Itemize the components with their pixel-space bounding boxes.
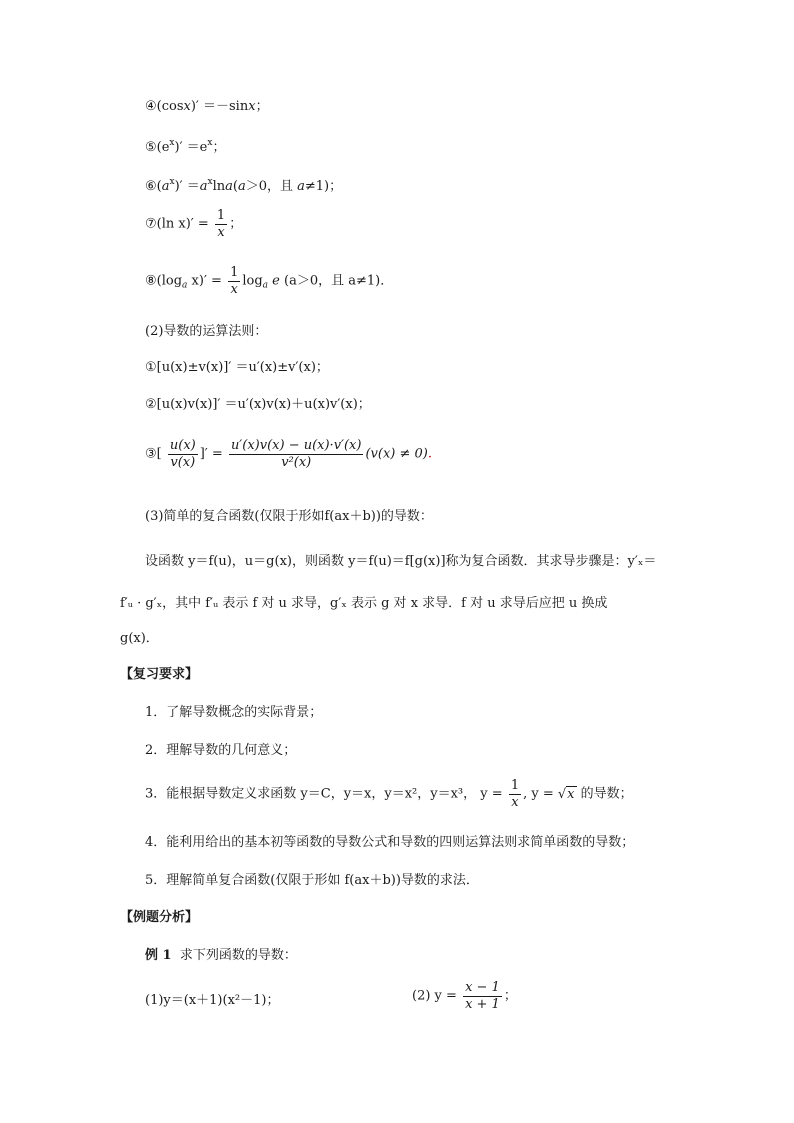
formula-cos-derivative: ④(cosx)′ ＝－sinx； — [145, 99, 269, 114]
composite-text-line-1: 设函数 y＝f(u)，u＝g(x)，则函数 y＝f(u)＝f[g(x)]称为复合函数．其求导步骤是：y′ₓ＝ — [145, 554, 657, 569]
formula-log-derivative: $⑧(\log_a$ x)′ = $\frac{1}{x}$ $\log_a e$ (a＞0，且 a≠1)． — [145, 265, 394, 297]
rule-quotient: ③[ $\frac{u(x)}{v(x)}$ ]′ = $\frac{u'(x)v(x) - u(x)\cdot v'(x)}{\text{v²(x)}}$ (v(x) ≠ 0). — [145, 438, 433, 470]
formula-exp-derivative: $⑤(e^x)' =e^x$； — [145, 138, 226, 155]
fraction-quotient-rule: $\frac{u'(x)v(x) - u(x)\cdot v'(x)}{\text{v²(x)}}$ — [230, 438, 362, 470]
rule-product: ②[u(x)v(x)]′ ＝u′(x)v(x)＋u(x)v′(x)； — [145, 397, 371, 412]
review-item: 4．能利用给出的基本初等函数的导数公式和导数的四则运算法则求简单函数的导数； — [145, 835, 635, 850]
red-period: . — [427, 446, 433, 462]
review-item: 1．了解导数概念的实际背景； — [145, 705, 323, 720]
sqrt-x: √x — [557, 786, 575, 802]
composite-text-line-3: g(x)． — [120, 631, 159, 646]
section-title-examples: 【例题分析】 — [120, 910, 199, 925]
review-item: 3．能根据导数定义求函数 y＝C，y＝x，y＝x²，y＝x³， y = $\frac{1}{x}$ , y = √x 的导数； — [145, 778, 633, 810]
fraction-u-over-v: $\frac{u(x)}{v(x)}$ — [169, 438, 196, 470]
example-1-part-1: (1)y＝(x＋1)(x²－1)； — [145, 993, 280, 1008]
fraction-one-over-x: $\frac{1}{x}$ — [510, 778, 520, 810]
review-item: 2．理解导数的几何意义； — [145, 743, 297, 758]
composite-heading: (3)简单的复合函数(仅限于形如f(ax＋b))的导数： — [145, 509, 433, 524]
section-title-review: 【复习要求】 — [120, 667, 199, 682]
fraction-one-over-x: $\frac{1}{x}$ — [230, 265, 239, 297]
review-item: 5．理解简单复合函数(仅限于形如 f(ax＋b))导数的求法． — [145, 873, 479, 888]
composite-text-line-2: f′ᵤ · g′ₓ，其中 f′ᵤ 表示 f 对 u 求导，g′ₓ 表示 g 对 x 求导．f 对 u 求导后应把 u 换成 — [120, 596, 608, 611]
fraction-x-minus-1-over-x-plus-1: $\frac{x - 1}{x + 1}$ — [465, 980, 500, 1012]
rules-heading: (2)导数的运算法则： — [145, 324, 268, 339]
example-1: 例 1 求下列函数的导数： — [145, 948, 297, 963]
example-1-part-2: (2) y = $\frac{x - 1}{x + 1}$ ； — [412, 980, 517, 1012]
formula-ax-derivative: $⑥(a^x)' =a^x\ln a(a>0$，且 a≠1)； — [145, 177, 343, 194]
fraction-one-over-x: $\frac{1}{x}$ — [216, 208, 226, 240]
formula-ln-derivative: ⑦(ln x)′ = $\frac{1}{x}$ ； — [145, 208, 243, 240]
rule-sum: ①[u(x)±v(x)]′ ＝u′(x)±v′(x)； — [145, 360, 329, 375]
